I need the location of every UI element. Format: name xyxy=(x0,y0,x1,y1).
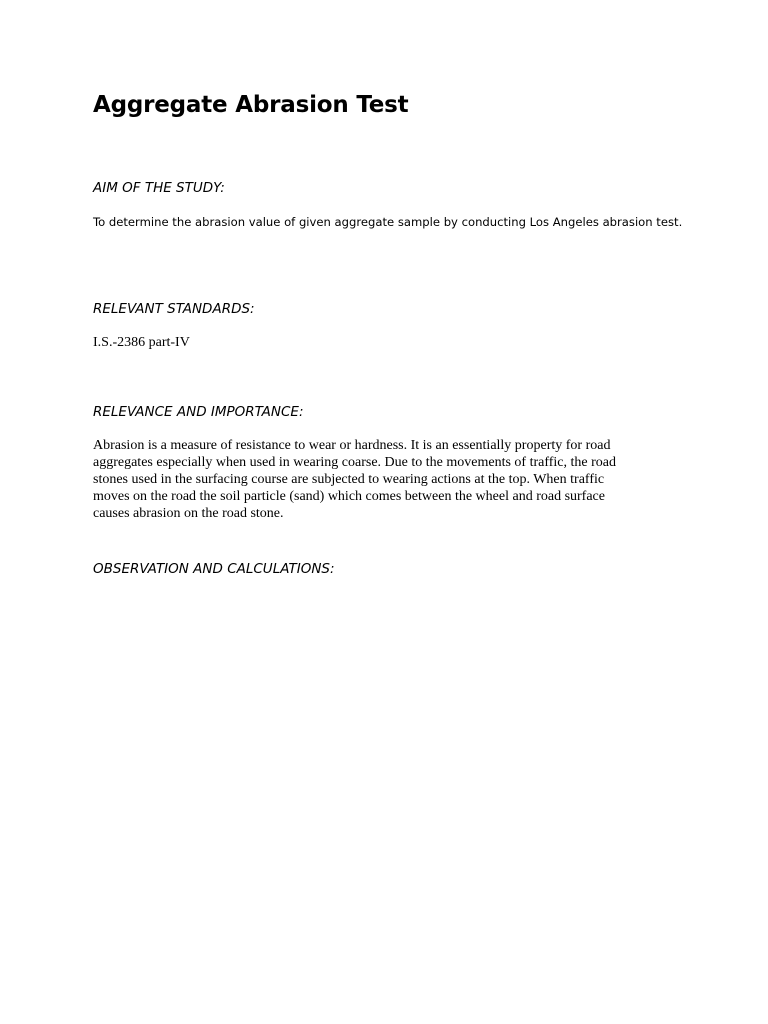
relevance-line: moves on the road the soil particle (sand) which comes between the wheel and road surface xyxy=(93,489,605,504)
relevance-line: Abrasion is a measure of resistance to wear or hardness. It is an essentially property for road xyxy=(93,438,611,453)
standards-text: I.S.-2386 part-IV xyxy=(93,335,190,350)
aim-text: To determine the abrasion value of given aggregate sample by conducting Los Angeles abrasion test. xyxy=(93,215,683,229)
document-title: Aggregate Abrasion Test xyxy=(93,92,409,118)
relevance-paragraph xyxy=(93,437,616,522)
relevance-line: aggregates especially when used in wearing coarse. Due to the movements of traffic, the road xyxy=(93,455,616,470)
relevance-heading: RELEVANCE AND IMPORTANCE: xyxy=(93,404,304,420)
aim-heading: AIM OF THE STUDY: xyxy=(93,180,225,196)
relevance-line: causes abrasion on the road stone. xyxy=(93,506,284,521)
observation-heading: OBSERVATION AND CALCULATIONS: xyxy=(93,561,335,577)
relevance-line: stones used in the surfacing course are subjected to wearing actions at the top. When traffic xyxy=(93,472,605,487)
standards-heading: RELEVANT STANDARDS: xyxy=(93,301,255,317)
